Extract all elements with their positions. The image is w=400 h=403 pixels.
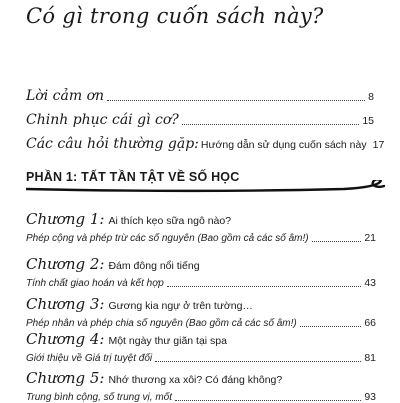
toc-label: Lời cảm ơn [26, 88, 105, 104]
chapter-subtitle: Phép cộng và phép trừ các số nguyên (Bao gồm cả các số âm!) [26, 233, 309, 244]
chapter-title: Ai thích kẹo sữa ngô nào? [108, 215, 232, 227]
chapter-subtitle: Trung bình cộng, số trung vị, mốt [26, 392, 173, 403]
toc-label: Các câu hỏi thường gặp: [26, 136, 199, 152]
toc-row-acknowledgements[interactable] [26, 88, 374, 104]
chapter-entry-4[interactable] [26, 330, 376, 364]
chapter-label: Chương 3: [26, 295, 105, 313]
dot-leader [300, 326, 362, 327]
chapter-label: Chương 5: [26, 369, 105, 387]
chapter-title: Một ngày thư giãn tại spa [108, 335, 227, 347]
dot-leader [167, 286, 362, 287]
chapter-page-number: 43 [364, 277, 376, 289]
chapter-page-number: 93 [364, 391, 376, 403]
chapter-entry-5[interactable] [26, 369, 376, 403]
chapter-title: Nhớ thương xa xôi? Có đáng không? [108, 374, 283, 386]
part-underline-swirl [26, 180, 396, 204]
dot-leader [107, 100, 365, 101]
chapter-subtitle: Giới thiệu về Giá trị tuyệt đối [26, 353, 153, 364]
dot-leader [312, 241, 362, 242]
toc-label: Chinh phục cái gì cơ? [26, 112, 179, 128]
chapter-title: Gương kia ngự ở trên tường… [108, 300, 253, 312]
toc-page-number: 15 [362, 115, 374, 127]
part-heading: PHẦN 1: TẤT TẦN TẬT VỀ SỐ HỌC [26, 170, 240, 184]
chapter-subtitle: Phép nhân và phép chia số nguyên (Bao gồm cả các số âm!) [26, 318, 297, 329]
chapter-page-number: 66 [364, 317, 376, 329]
chapter-entry-2[interactable] [26, 255, 376, 289]
chapter-page-number: 81 [364, 352, 376, 364]
page-title: Có gì trong cuốn sách này? [26, 4, 324, 28]
chapter-entry-3[interactable] [26, 295, 376, 329]
chapter-subtitle: Tính chất giao hoán và kết hợp [26, 278, 164, 289]
chapter-title: Đám đông nổi tiếng [108, 260, 200, 272]
toc-text: Hướng dẫn sử dụng cuốn sách này [200, 139, 367, 151]
toc-row-what-to-conquer[interactable] [26, 112, 374, 128]
dot-leader [175, 400, 361, 401]
dot-leader [182, 124, 360, 125]
toc-row-faq[interactable] [26, 136, 385, 152]
toc-page-number: 8 [368, 91, 374, 103]
chapter-page-number: 21 [364, 232, 376, 244]
dot-leader [155, 361, 361, 362]
chapter-label: Chương 1: [26, 210, 105, 228]
chapter-label: Chương 2: [26, 255, 105, 273]
chapter-entry-1[interactable] [26, 210, 376, 244]
toc-page-number: 17 [372, 139, 385, 151]
chapter-label: Chương 4: [26, 330, 105, 348]
